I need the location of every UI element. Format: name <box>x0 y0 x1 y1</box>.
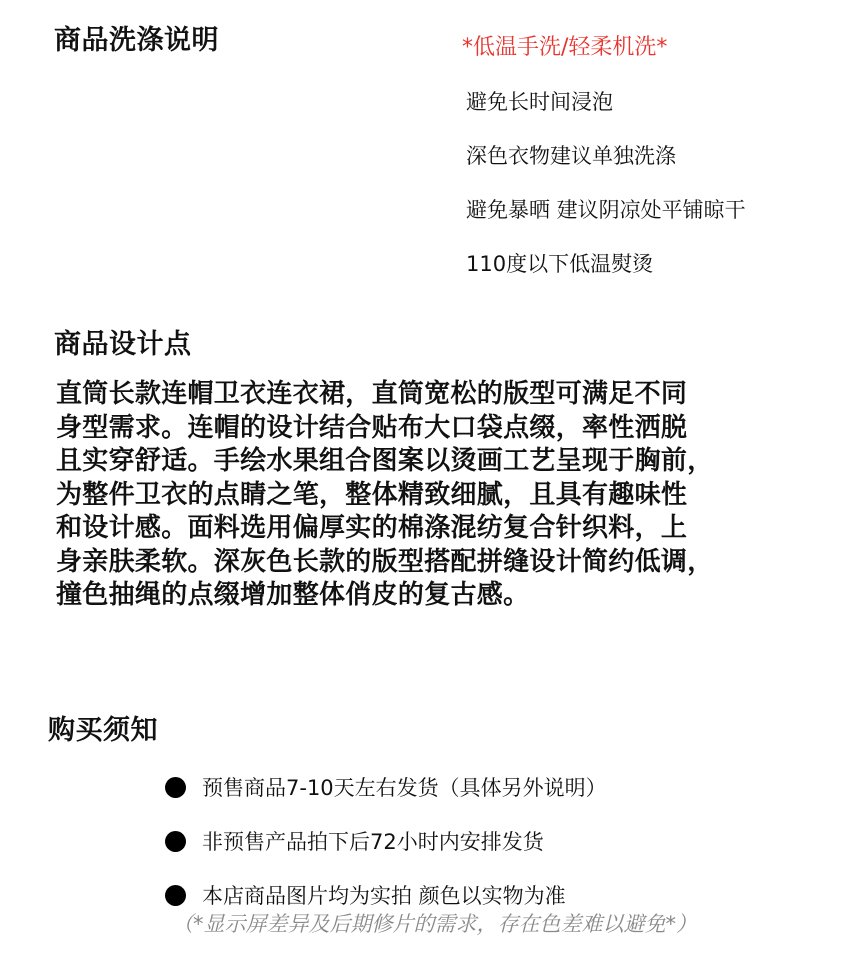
design-description-line: 直筒长款连帽卫衣连衣裙，直筒宽松的版型可满足不同 <box>56 379 688 409</box>
notice-item-text: 非预售产品拍下后72小时内安排发货 <box>202 830 544 854</box>
design-section-title: 商品设计点 <box>54 329 192 360</box>
notice-section-title: 购买须知 <box>48 715 158 746</box>
wash-section-title: 商品洗涤说明 <box>54 25 219 56</box>
design-description <box>56 378 796 613</box>
wash-instruction-item: 避免长时间浸泡 <box>466 90 613 114</box>
wash-highlight-note: *低温手洗/轻柔机洗* <box>462 35 668 60</box>
notice-list-item <box>165 826 544 856</box>
design-description-line: 身型需求。连帽的设计结合贴布大口袋点缀，率性洒脱 <box>56 412 688 443</box>
notice-disclaimer: （*显示屏差异及后期修片的需求，存在色差难以避免*） <box>172 912 697 936</box>
bullet-icon <box>165 777 186 798</box>
notice-item-text: 预售商品7-10天左右发货（具体另外说明） <box>202 776 607 800</box>
notice-item-text: 本店商品图片均为实拍 颜色以实物为准 <box>202 884 566 908</box>
notice-list-item <box>165 772 607 802</box>
wash-instruction-item: 110度以下低温熨烫 <box>466 252 654 276</box>
design-description-line: 身亲肤柔软。深灰色长款的版型搭配拼缝设计简约低调， <box>56 546 714 577</box>
design-description-line: 为整件卫衣的点睛之笔，整体精致细腻，且具有趣味性 <box>56 479 688 510</box>
design-description-line: 且实穿舒适。手绘水果组合图案以烫画工艺呈现于胸前， <box>56 446 714 476</box>
design-description-line: 和设计感。面料选用偏厚实的棉涤混纺复合针织料，上 <box>56 513 688 543</box>
wash-instruction-item: 深色衣物建议单独洗涤 <box>466 144 676 168</box>
wash-instruction-item: 避免暴晒 建议阴凉处平铺晾干 <box>466 198 746 222</box>
design-description-line: 撞色抽绳的点缀增加整体俏皮的复古感。 <box>56 580 530 610</box>
notice-list-item <box>165 880 566 910</box>
bullet-icon <box>165 885 186 906</box>
bullet-icon <box>165 831 186 852</box>
